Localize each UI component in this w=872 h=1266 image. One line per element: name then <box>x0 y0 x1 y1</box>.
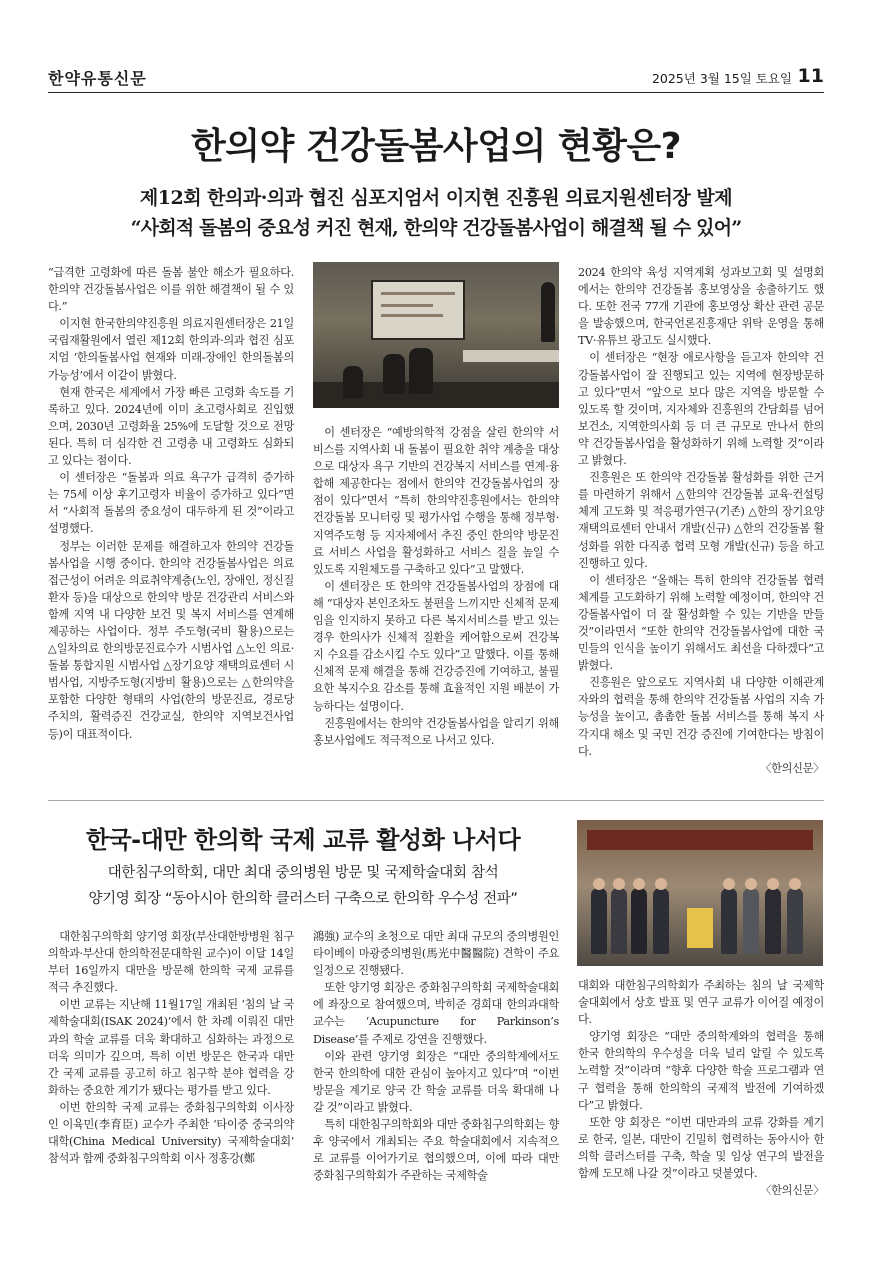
article-divider <box>48 800 824 801</box>
article2-column-2 <box>313 928 559 1184</box>
article2-column-3 <box>578 977 824 1199</box>
page-header <box>48 66 824 88</box>
article1-headline: 한의약 건강돌봄사업의 현황은? <box>190 126 682 167</box>
paragraph: 또한 양 회장은 “이번 대만과의 교류 강화를 계기로 한국, 일본, 대만이 긴밀히 협력하는 동아시아 한의학 클러스터를 구축, 학술 및 임상 연구의 발전을 함께 도모해 나갈 것”이라고 덧붙였다. <box>578 1115 824 1181</box>
article1-column-2 <box>313 424 559 749</box>
paragraph: 이지현 한국한의약진흥원 의료지원센터장은 21일 국립재활원에서 열린 제12회 한의과·의과 협진 심포지엄 ‘한의돌봄사업 현재와 미래-장애인 한의돌봄의 가능성’에서 이같이 밝혔다. <box>48 317 294 382</box>
paragraph: 이 센터장은 또 한의약 건강돌봄사업의 장점에 대해 “대상자 본인조차도 불편을 느끼지만 신체적 문제임을 인지하지 못하고 다른 복지서비스를 받고 있는 경우 한의사가 신체적 질환을 케어함으로써 건강복지 수요를 감소시킬 수도 있다”고 말했다. 이를 통해 신체적 문제 해결을 통해 건강증진에 기여하고, 불필요한 복지수요 감소를 통해 효율적인 지원 배분이 가능하다는 설명이다. <box>313 579 559 713</box>
article1-subhead-2: “사회적 돌봄의 중요성 커진 현재, 한의약 건강돌봄사업이 해결책 될 수 있어” <box>130 217 742 239</box>
paragraph: 이 센터장은 “현장 애로사항을 듣고자 한의약 건강돌봄사업이 잘 진행되고 있는 지역에 현장방문하고 있다”면서 “앞으로 보다 많은 지역을 방문할 수 있도록 할 것이며, 지자체와 진흥원의 간담회를 넘어 보건소, 지역한의사회 등 더 큰 규모로 만나서 한의약 건강돌봄사업을 활성화하기 위해 노력할 것”이라고 밝혔다. <box>578 351 824 468</box>
podium-icon <box>687 908 713 948</box>
paragraph: 진흥원은 또 한의약 건강돌봄 활성화를 위한 근거를 마련하기 위해서 △한의약 건강돌봄 교육·컨설팅 체계 고도화 및 적응평가연구(기존) △한의 장기요양 재택의료센터 안내서 개발(신규) △한의 건강돌봄 활성화를 위한 다직종 협력 모형 개발(신규) 등을 하고 진행하고 있다. <box>578 471 824 570</box>
paragraph: “급격한 고령화에 따른 돌봄 불안 해소가 필요하다. 한의약 건강돌봄사업은 이를 위한 해결책이 될 수 있다.” <box>48 266 294 314</box>
paragraph: 2024 한의약 육성 지역계획 성과보고회 및 설명회에서는 한의약 건강돌봄 홍보영상을 송출하기도 했다. 또한 전국 77개 기관에 홍보영상 확산 관련 공문을 발송했으며, 한국언론진흥재단 위탁 운영을 통해 TV·유튜브 광고도 실시했다. <box>578 266 824 348</box>
article1-credit: 〈한의신문〉 <box>760 761 824 775</box>
issue-date: 2025년 3월 15일 토요일 <box>651 71 792 86</box>
paragraph: 이번 교류는 지난해 11월17일 개최된 ‘침의 날 국제학술대회(ISAK 2024)’에서 한 차례 이뤄진 대만과의 학술 교류를 더욱 확대하고 심화하는 과정으로 더욱 의미가 깊으며, 특히 이번 방문은 한국과 대만 간 국제 교류를 공고히 하고 침구학 분야 협력을 강화하는 중요한 계기가 됐다는 평가를 받고 있다. <box>48 998 294 1097</box>
masthead: 한약유통신문 <box>48 69 147 88</box>
projector-screen-icon <box>371 280 465 340</box>
article2-column-1 <box>48 928 294 1167</box>
article1-column-3 <box>578 264 824 777</box>
paragraph: 정부는 이러한 문제를 해결하고자 한의약 건강돌봄사업을 시행 중이다. 한의약 건강돌봄사업은 의료접근성이 어려운 의료취약계층(노인, 장애인, 정신질환자 등)을 대상으로 한의약 방문 건강관리 서비스와 함께 지역 내 다양한 보건 및 복지 서비스를 연계해 제공하는 사업이다. 정부 주도형(국비 활용)으로는 △일차의료 한의방문진료수가 시범사업 △노인 의료·돌봄 통합지원 시범사업 △장기요양 재택의료센터 시범사업, 지방주도형(지방비 활용)으로는 △한의약을 포함한 다양한 형태의 사업(한의 방문진료, 경로당 주치의, 활력증진 건강교실, 한의약 지역보건사업 등)이 대표적이다. <box>48 539 294 741</box>
header-rule <box>48 92 824 93</box>
article2-credit: 〈한의신문〉 <box>760 1184 824 1198</box>
paragraph: 이 센터장은 “돌봄과 의료 욕구가 급격히 증가하는 75세 이상 후기고령자 비율이 증가하고 있다”면서 “사회적 돌봄의 중요성이 대두하게 된 것”이라고 설명했다. <box>48 471 294 536</box>
paragraph: 이와 관련 양기영 회장은 “대만 중의학계에서도 한국 한의학에 대한 관심이 높아지고 있다”며 “이번 방문을 계기로 양국 간 학술 교류를 더욱 확대해 나갈 것”이라고 밝혔다. <box>313 1049 559 1114</box>
paragraph: 대회와 대한침구의학회가 주최하는 침의 날 국제학술대회에서 상호 발표 및 연구 교류가 이어질 예정이다. <box>578 979 824 1027</box>
paragraph: 鴻強) 교수의 초청으로 대만 최대 규모의 중의병원인 타이베이 마광중의병원(馬光中醫醫院) 견학이 주요 일정으로 진행됐다. <box>313 930 559 978</box>
group-photo <box>577 820 823 966</box>
paragraph: 양기영 회장은 “대만 중의학계와의 협력을 통해 한국 한의학의 우수성을 더욱 널리 알릴 수 있도록 노력할 것”이라며 “향후 다양한 학술 프로그램과 연구 협력을 통해 한의학의 국제적 발전에 기여하겠다”고 밝혔다. <box>578 1030 824 1112</box>
page-number: 11 <box>797 65 824 87</box>
paragraph: 대한침구의학회 양기영 회장(부산대한방병원 침구의학과·부산대 한의학전문대학원 교수)이 이달 14일부터 16일까지 대만을 방문해 한의학 국제 교류를 적극 추진했다. <box>48 930 294 995</box>
conference-photo <box>313 262 559 408</box>
paragraph: 이번 한의학 국제 교류는 중화침구의학회 이사장인 이육민(李育臣) 교수가 주최한 ‘타이중 중국의약대학(China Medical University) 국제학술대회’ 참석과 함께 중화침구의학회 이사 정홍강(鄭 <box>48 1100 294 1166</box>
paragraph: 이 센터장은 “예방의학적 강점을 살린 한의약 서비스를 지역사회 내 돌봄이 필요한 취약 계층을 대상으로 대상자 욕구 기반의 건강복지 서비스를 연계·융합해 제공한다는 점에서 한의약 건강돌봄사업의 장점이 있다”면서 “특히 한의약진흥원에서는 한의약 건강돌봄 모니터링 및 평가사업 수행을 통해 정부형·지역주도형 등 지자체에서 추진 중인 한의약 방문진료 서비스 사업을 활성화하고 서비스 질을 높일 수 있도록 지원체도를 구축하고 있다”고 말했다. <box>313 426 559 576</box>
article2-headline: 한국-대만 한의학 국제 교류 활성화 나서다 <box>85 826 521 854</box>
article2-subhead-2: 양기영 회장 “동아시아 한의학 클러스터 구축으로 한의학 우수성 전파” <box>88 891 518 907</box>
paragraph: 진흥원에서는 한의약 건강돌봄사업을 알리기 위해 홍보사업에도 적극적으로 나서고 있다. <box>313 716 559 747</box>
paragraph: 이 센터장은 “올해는 특히 한의약 건강돌봄 협력체계를 고도화하기 위해 노력할 예정이며, 한의약 건강돌봄사업이 더 잘 활성화할 수 있는 기반을 만들 것”이라면서 “또한 한의약 건강돌봄사업에 대한 국민들의 인식을 높이기 위해서도 최선을 다하겠다”고 밝혔다. <box>578 573 824 673</box>
article1-column-1 <box>48 264 294 743</box>
paragraph: 또한 양기영 회장은 중화침구의학회 국제학술대회에 좌장으로 참여했으며, 박히준 경희대 한의과대학 교수는 ‘Acupuncture for Parkinson’s Disease’를 주제로 강연을 진행했다. <box>313 981 559 1046</box>
article2-subhead-1: 대한침구의학회, 대만 최대 중의병원 방문 및 국제학술대회 참석 <box>107 865 499 881</box>
paragraph: 진흥원은 앞으로도 지역사회 내 다양한 이해관계자와의 협력을 통해 한의약 건강돌봄 사업의 지속 가능성을 높이고, 촘촘한 돌봄 서비스를 통해 복지 사각지대 해소 및 국민 건강 증진에 기여한다는 방침이다. <box>578 676 824 758</box>
banner-icon <box>587 830 813 850</box>
paragraph: 현재 한국은 세계에서 가장 빠른 고령화 속도를 기록하고 있다. 2024년에 이미 초고령사회로 진입했으며, 2030년 고령화율 25%에 도달할 것으로 전망된다. 특히 더 심각한 건 고령층 내 고령화도 심화되고 있다는 점이다. <box>48 385 294 468</box>
paragraph: 특히 대한침구의학회와 대만 중화침구의학회는 향후 양국에서 개최되는 주요 학술대회에서 지속적으로 교류를 이어가기로 협의했으며, 이에 따라 대만 중화침구의학회가 주관하는 국제학술 <box>313 1118 559 1183</box>
article1-subhead-1: 제12회 한의과·의과 협진 심포지엄서 이지현 진흥원 의료지원센터장 발제 <box>139 187 733 209</box>
